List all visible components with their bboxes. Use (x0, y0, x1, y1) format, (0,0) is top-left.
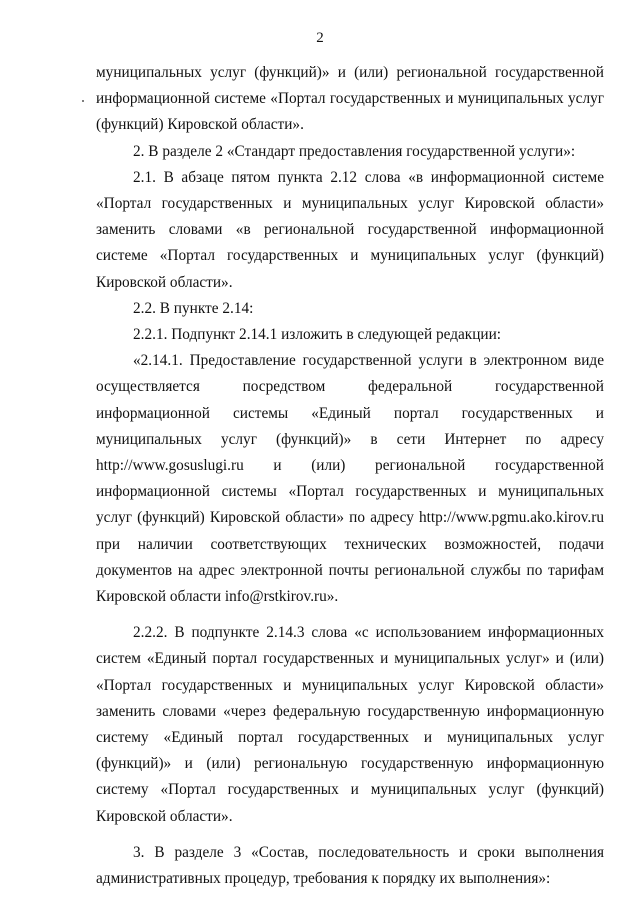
paragraph-2-2: 2.2. В пункте 2.14: (133, 299, 254, 317)
paragraph-2-2-1: 2.2.1. Подпункт 2.14.1 изложить в следующей редакции: (133, 326, 502, 344)
scan-speck (82, 100, 84, 102)
paragraph-section-2: 2. В разделе 2 «Стандарт предоставления государственной услуги»: (133, 142, 576, 160)
paragraph-2-14-1-quote: «2.14.1. Предоставление государственной услуги в электронном виде осуществляется посредством федеральной государственной информационной системы «Единый портал государственных и муниципальных услуг (функций)» в сети Интернет по адресу http://www.gosuslugi.ru и (или) региональной государственной информационной системы «Портал государственных и муниципальных услуг (функций) Кировской области» по адресу http://www.pgmu.ako.kirov.ru при наличии соответствующих технических возможностей, подачи документов на адрес электронной почты региональной службы по тарифам Кировской области info@rstkirov.ru». (96, 352, 604, 606)
paragraph-section-3: 3. В разделе 3 «Состав, последовательность и сроки выполнения административных процедур, требования к порядку их выполнения»: (96, 843, 604, 888)
document-body (96, 60, 604, 892)
paragraph-continuation: муниципальных услуг (функций)» и (или) региональной государственной информационной системе «Портал государственных и муниципальных услуг (функций) Кировской области». (96, 64, 604, 134)
page-number: 2 (316, 30, 324, 46)
paragraph-2-1: 2.1. В абзаце пятом пункта 2.12 слова «в информационной системе «Портал государственных и муниципальных услуг Кировской области» заменить словами «в региональной государственной информационной системе «Портал государственных и муниципальных услуг (функций) Кировской области». (96, 168, 604, 291)
paragraph-2-2-2: 2.2.2. В подпункте 2.14.3 слова «с использованием информационных систем «Единый портал государственных и муниципальных услуг» и (или) «Портал государственных и муниципальных услуг Кировской области» заменить словами «через федеральную государственную информационную систему «Единый портал государственных и муниципальных услуг (функций)» и (или) региональную государственную информационную систему «Портал государственных и муниципальных услуг (функций) Кировской области». (96, 624, 604, 825)
